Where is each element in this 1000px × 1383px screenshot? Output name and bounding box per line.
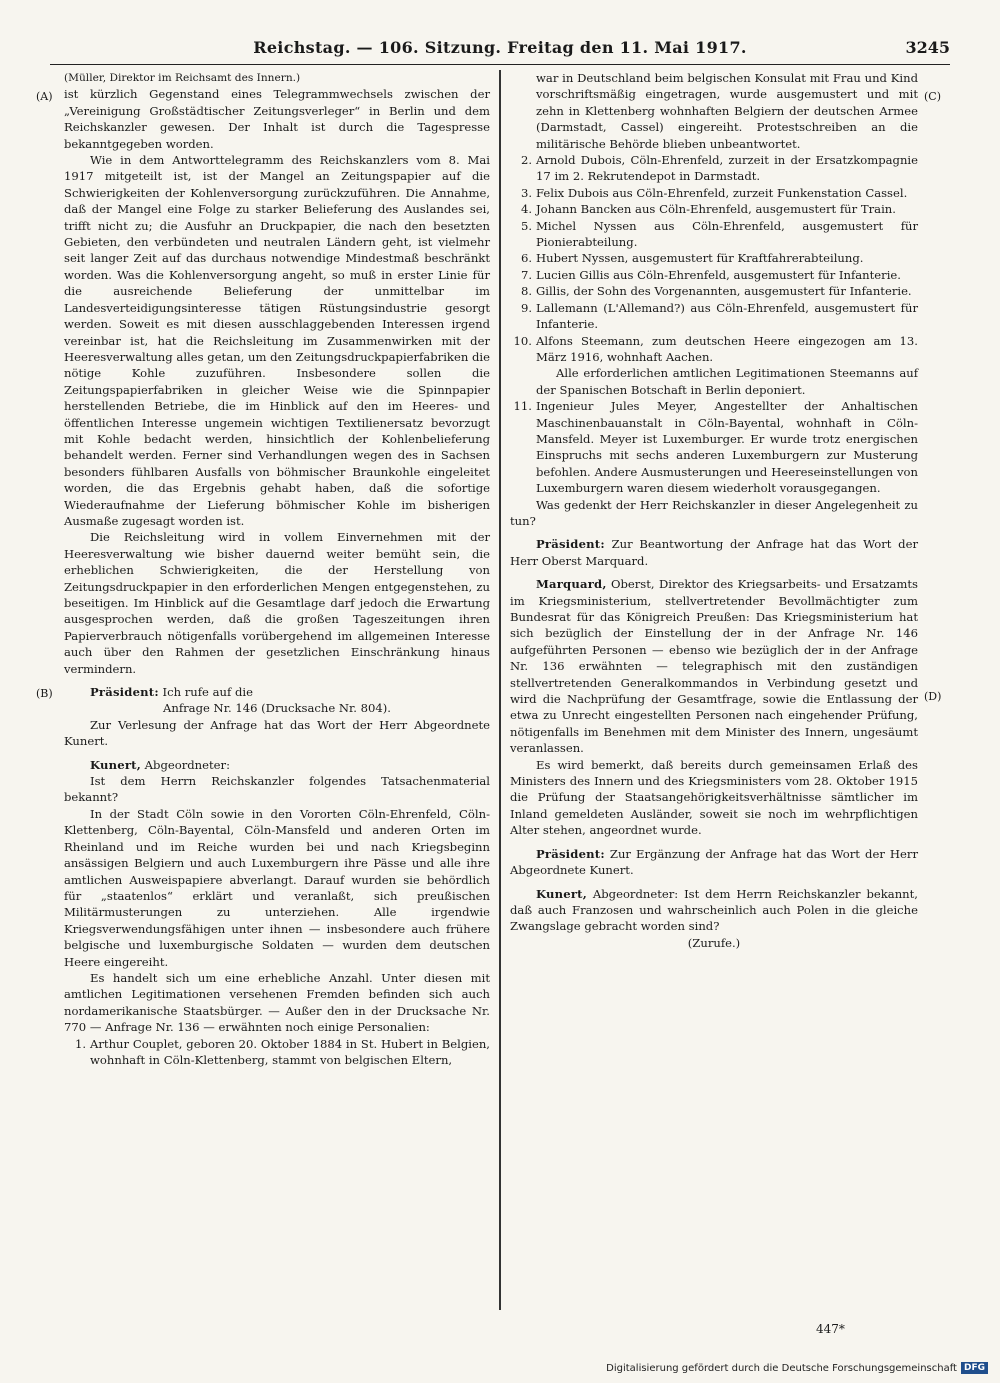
item-number: 10. — [513, 333, 532, 348]
speech-kunert — [510, 886, 918, 935]
page-number: 3245 — [905, 38, 950, 57]
list-item — [64, 1036, 490, 1069]
speech-text: Zur Ergänzung der Anfrage hat das Wort der Herr Abgeordnete Kunert. — [510, 846, 918, 878]
paragraph: Wie in dem Antworttelegramm des Reichskanzlers vom 8. Mai 1917 mitgeteilt ist, ist der Mangel an Zeitungspapier auf die Schwierigkeiten der Kohlenversorgung zurückzuführen. Die Annahme, daß der Mangel eine Folge zu starker Belieferung des Auslandes sei, trifft nicht zu; die Ausfuhr an Druckpapier, die nach den besetzten Gebieten, den verbündeten und neutralen Ländern geht, ist vielmehr seit langer Zeit auf das durchaus notwendige Mindestmaß beschränkt worden. Was die Kohlenversorgung angeht, so muß in erster Linie für die ausreichende Belieferung der unmittelbar im Landesverteidigungsinteresse tätigen Rüstungsindustrie gesorgt werden. Soweit es mit diesen ausschlaggebenden Interessen irgend vereinbar ist, hat die Reichsleitung im Zusammenwirken mit der Heeresverwaltung alles getan, um den Zeitungsdruckpapierfabriken die nötige Kohle zuzuführen. Insbesondere sollen die Zeitungspapierfabriken in gleicher Weise wie die Spinnpapier herstellenden Betriebe, die im Hinblick auf den im Heeres- und öffentlichen Interesse ungemein wichtigen Textilienersatz bevorzugt mit Kohle bedacht werden, hinsichtlich der Kohlenbelieferung behandelt werden. Ferner sind Verhandlungen wegen des in Sachsen besonders fühlbaren Ausfalls von böhmischer Braunkohle eingeleitet worden, die das Ergebnis gehabt haben, daß die sofortige Wiederaufnahme der Lieferung böhmischer Kohle im bisherigen Ausmaße zugesagt worden ist. — [64, 153, 490, 528]
margin-mark-b: (B) — [36, 687, 53, 700]
item-number: 11. — [513, 399, 532, 414]
item-text: Arnold Dubois, Cöln-Ehrenfeld, zurzeit in der Ersatzkompagnie 17 im 2. Rekrutendepot in Darmstadt. — [536, 153, 918, 184]
speaker-role: Abgeordneter: — [140, 757, 230, 772]
speech-text: Ich rufe auf die — [158, 685, 253, 700]
list-item — [510, 267, 918, 283]
item-text: Lucien Gillis aus Cöln-Ehrenfeld, ausgemustert für Infanterie. — [536, 267, 901, 282]
speaker-name: Präsident: — [90, 685, 159, 700]
agenda-item: Anfrage Nr. 146 (Drucksache Nr. 804). — [163, 701, 391, 716]
item-text: Ingenieur Jules Meyer, Angestellter der Anhaltischen Maschinenbauanstalt in Cöln-Bayental, wohnhaft in Cöln-Mansfeld. Meyer ist Luxemburger. Er wurde trotz energischen Einspruchs mit sechs anderen Luxemburgern zur Musterung befohlen. Andere Ausmusterungen und Heereseinstellungen von Luxemburgern waren diesem wiederholt vorausgegangen. — [536, 399, 918, 496]
column-divider — [499, 70, 501, 1310]
speech-praesident — [64, 684, 490, 700]
speech-text: Abgeordneter: Ist dem Herrn Reichskanzler bekannt, daß auch Franzosen und wahrscheinlich auch Polen in die gleiche Zwangslage gebracht worden sind? — [510, 886, 918, 934]
item-text: Arthur Couplet, geboren 20. Oktober 1884 in St. Hubert in Belgien, wohnhaft in Cöln-Klettenberg, stammt von belgischen Eltern, — [90, 1036, 490, 1067]
item-number: 8. — [520, 284, 532, 299]
item-number: 9. — [520, 300, 532, 315]
item-number: 1. — [74, 1036, 86, 1051]
dfg-logo: DFG — [961, 1362, 988, 1374]
item-number: 3. — [520, 185, 532, 200]
item-text: Michel Nyssen aus Cöln-Ehrenfeld, ausgemustert für Pionierabteilung. — [536, 218, 918, 250]
page-header — [50, 34, 950, 65]
list-item — [510, 185, 918, 201]
interjection: (Zurufe.) — [687, 935, 741, 950]
right-column — [510, 70, 918, 951]
speech-text: Oberst, Direktor des Kriegsarbeits- und Ersatzamts im Kriegsministerium, stellvertretender Bevollmächtigter zum Bundesrat für das Königreich Preußen: Das Kriegsministerium hat sich bezüglich der Einstellung der in der Anfrage Nr. 146 aufgeführten Personen — ebenso wie bezüglich der in der Anfrage Nr. 136 erwähnten — telegraphisch mit den zuständigen stellvertretenden Generalkommandos in Verbindung gesetzt und wird die Nachprüfung der Gesamtfrage, sowie die Entlassung der etwa zu Unrecht eingestellten Personen nach eingehender Prüfung, nötigenfalls im Benehmen mit dem Minister des Innern, ungesäumt veranlassen. — [510, 577, 918, 756]
speaker-name: Präsident: — [536, 846, 605, 861]
paragraph: Was gedenkt der Herr Reichskanzler in dieser Angelegenheit zu tun? — [510, 497, 918, 528]
paragraph: Die Reichsleitung wird in vollem Einvernehmen mit der Heeresverwaltung wie bisher dauernd weiter bemüht sein, die erheblichen Schwierigkeiten, die der Herstellung von Zeitungsdruckpapier in den erforderlichen Mengen entgegenstehen, zu beseitigen. Im Hinblick auf die Gesamtlage darf jedoch die Erwartung ausgesprochen werden, daß die großen Tageszeitungen ihren Papierverbrauch nötigenfalls vorübergehend im allgemeinen Interesse auch über den Rahmen der gesetzlichen Einschränkung hinaus vermindern. — [64, 530, 490, 676]
item-number: 6. — [520, 251, 532, 266]
list-item — [510, 333, 918, 366]
speaker-context: (Müller, Direktor im Reichsamt des Innern.) — [64, 72, 301, 84]
speech-kunert — [64, 757, 490, 773]
speaker-name: Marquard, — [536, 577, 607, 592]
item-number: 4. — [520, 202, 532, 217]
margin-mark-c: (C) — [924, 90, 941, 103]
paragraph: Zur Verlesung der Anfrage hat das Wort der Herr Abgeordnete Kunert. — [64, 717, 490, 749]
speaker-name: Kunert, — [90, 757, 141, 772]
item-text: Lallemann (L'Allemand?) aus Cöln-Ehrenfeld, ausgemustert für Infanterie. — [536, 300, 918, 332]
speech-marquard — [510, 576, 918, 756]
paragraph: Es wird bemerkt, daß bereits durch gemeinsamen Erlaß des Ministers des Innern und des Kriegsministers vom 28. Oktober 1915 die Prüfung der Staatsangehörigkeitsverhältnisse sämtlicher im Inland gemeldeten Ausländer, soweit sie noch im wehrpflichtigen Alter stehen, angeordnet wurde. — [510, 757, 918, 838]
person-list — [510, 152, 918, 365]
speech-praesident — [510, 536, 918, 569]
list-item — [510, 218, 918, 251]
speech-text: Zur Beantwortung der Anfrage hat das Wort der Herr Oberst Marquard. — [510, 537, 918, 568]
paragraph: Es handelt sich um eine erhebliche Anzahl. Unter diesen mit amtlichen Legitimationen versehenen Fremden befinden sich auch nordamerikanische Staatsbürger. — Außer den in der Drucksache Nr. 770 — Anfrage Nr. 136 — erwähnten noch einige Personalien: — [64, 970, 490, 1035]
sheet-number: 447* — [816, 1322, 845, 1336]
list-item — [510, 250, 918, 266]
speaker-name: Präsident: — [536, 537, 605, 552]
speaker-name: Kunert, — [536, 886, 587, 901]
margin-mark-d: (D) — [924, 690, 942, 703]
list-item — [510, 300, 918, 333]
funding-note — [606, 1362, 988, 1374]
list-item — [510, 152, 918, 185]
paragraph: ist kürzlich Gegenstand eines Telegrammwechsels zwischen der „Vereinigung Großstädtischer Zeitungsverleger“ in Berlin und dem Reichskanzler gewesen. Der Inhalt ist durch die Tagespresse bekanntgegeben worden. — [64, 87, 490, 151]
paragraph: Ist dem Herrn Reichskanzler folgendes Tatsachenmaterial bekannt? — [64, 774, 490, 805]
item-number: 5. — [520, 218, 532, 233]
item-number: 2. — [520, 153, 532, 168]
running-title: Reichstag. — 106. Sitzung. Freitag den 11. Mai 1917. — [253, 38, 747, 57]
list-item — [510, 398, 918, 496]
margin-mark-a: (A) — [36, 90, 53, 103]
speech-praesident — [510, 846, 918, 879]
item-text: Johann Bancken aus Cöln-Ehrenfeld, ausgemustert für Train. — [536, 202, 896, 217]
item-text: Gillis, der Sohn des Vorgenannten, ausgemustert für Infanterie. — [536, 284, 912, 299]
item-number: 7. — [520, 267, 532, 282]
list-item-note: Alle erforderlichen amtlichen Legitimationen Steemanns auf der Spanischen Botschaft in Berlin deponiert. — [536, 366, 918, 397]
item-text: Felix Dubois aus Cöln-Ehrenfeld, zurzeit Funkenstation Cassel. — [536, 185, 908, 200]
funding-text: Digitalisierung gefördert durch die Deutsche Forschungsgemeinschaft — [606, 1363, 957, 1374]
left-column — [64, 70, 490, 1068]
list-item-continuation: war in Deutschland beim belgischen Konsulat mit Frau und Kind vorschriftsmäßig eingetragen, wurde ausgemustert und mit zehn in Klettenberg wohnhaften Belgiern der deutschen Armee (Darmstadt, Cassel) eingereiht. Protestschreiben an die militärische Behörde blieben unbeantwortet. — [536, 71, 918, 151]
list-item — [510, 201, 918, 217]
paragraph: In der Stadt Cöln sowie in den Vororten Cöln-Ehrenfeld, Cöln-Klettenberg, Cöln-Bayental, Cöln-Mansfeld und anderen Orten im Rheinland und im Reiche wurden bei und nach Kriegsbeginn ansässigen Belgiern und auch Luxemburgern ihre Pässe und alle ihre amtlichen Ausweispapiere abverlangt. Darauf wurden sie behördlich für „staatenlos“ erklärt und veranlaßt, sich preußischen Militärmusterungen zu unterziehen. Alle irgendwie Kriegsverwendungsfähigen unter ihnen — insbesondere auch frühere belgische und luxemburgische Soldaten — wurden dem deutschen Heere eingereiht. — [64, 806, 490, 969]
list-item — [510, 283, 918, 299]
item-text: Hubert Nyssen, ausgemustert für Kraftfahrerabteilung. — [536, 251, 864, 266]
item-text: Alfons Steemann, zum deutschen Heere eingezogen am 13. März 1916, wohnhaft Aachen. — [536, 333, 918, 364]
